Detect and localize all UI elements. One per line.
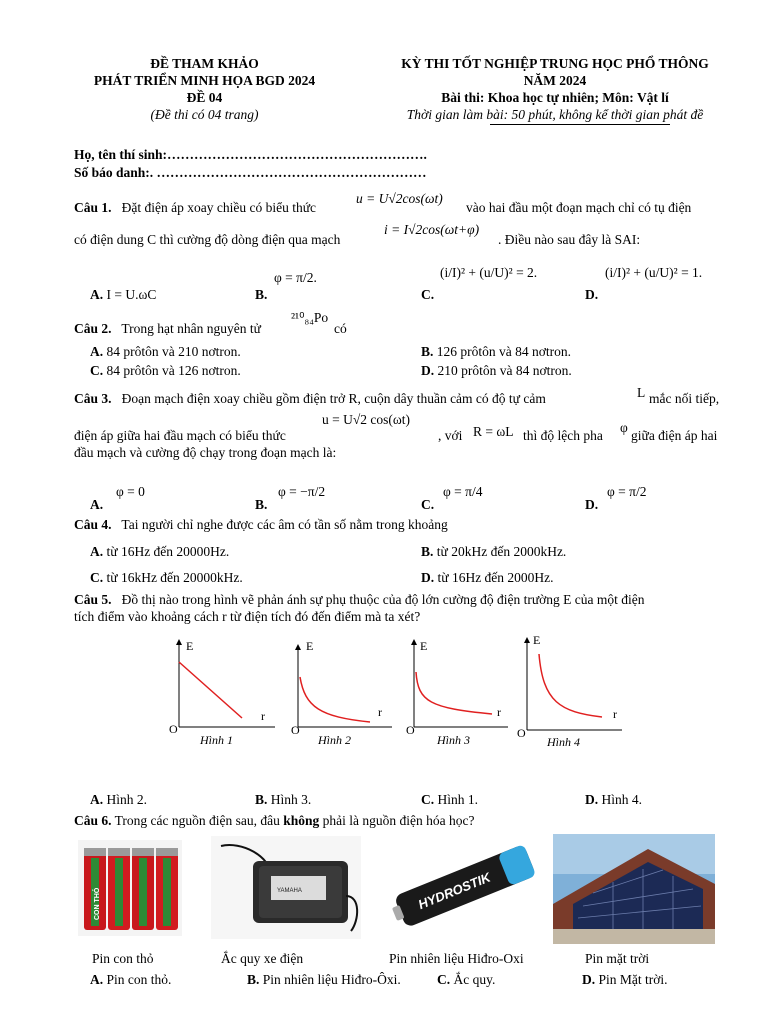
graph-4 (527, 640, 622, 730)
header-left (62, 55, 347, 123)
graph-3-axis-r: r (497, 705, 501, 719)
candidate-name: Họ, tên thí sinh:…………………………………………………. (74, 147, 427, 162)
q5-option-a[interactable]: Hình 2. (106, 792, 147, 807)
battery-brand-label: CON THỎ (94, 887, 101, 920)
q3-text-f: giữa điện áp hai (631, 428, 718, 443)
graph-3-origin: O (406, 723, 415, 737)
graph-1-curve (179, 662, 242, 718)
caption-battery: Pin con thỏ (92, 951, 154, 966)
q1-formula-u: u = U√2cos(ωt) (356, 191, 443, 206)
q1-option-a-label[interactable]: A. (90, 287, 104, 302)
graph-3-curve (416, 672, 492, 714)
graph-2-origin: O (291, 723, 300, 737)
q4-option-d-label[interactable]: D. (421, 570, 435, 585)
q4-option-d[interactable]: từ 16Hz đến 2000Hz. (437, 570, 554, 585)
q3-symbol-l: L (637, 385, 646, 400)
q6-label: Câu 6. (74, 813, 112, 828)
q2-label: Câu 2. (74, 321, 112, 336)
charger-brand-label: YAMAHA (277, 888, 302, 894)
q2-nuclide: ²¹⁰₈₄Po (291, 310, 329, 325)
q3-option-b-label[interactable]: B. (255, 497, 268, 512)
q6-option-a[interactable]: Pin con thỏ. (106, 972, 172, 987)
graph-4-axis-e: E (533, 633, 541, 647)
graph-4-origin: O (517, 726, 526, 740)
q2-text-end: có (334, 321, 347, 336)
q5-option-c[interactable]: Hình 1. (437, 792, 478, 807)
q1-option-b[interactable]: φ = π/2. (274, 270, 317, 285)
graph-3-caption: Hình 3 (437, 733, 470, 747)
q3-text-g: đầu mạch và cường độ chạy trong đoạn mạch là: (74, 445, 337, 460)
q3-option-c-label[interactable]: C. (421, 497, 435, 512)
q2-option-a-label[interactable]: A. (90, 344, 104, 359)
q5-option-b[interactable]: Hình 3. (270, 792, 312, 807)
q4-option-b[interactable]: từ 20kHz đến 2000kHz. (436, 544, 567, 559)
graph-1-axis-e: E (186, 639, 194, 653)
caption-solar: Pin mặt trời (585, 951, 650, 966)
q6-option-d[interactable]: Pin Mặt trời. (598, 972, 668, 987)
q6-text-a: Trong các nguồn điện sau, đâu (114, 813, 280, 828)
q6-text-bold: không (283, 813, 320, 828)
q5-line-1 (74, 592, 645, 608)
q3-option-c[interactable]: φ = π/4 (443, 484, 483, 499)
header-right-line-1: KỲ THI TỐT NGHIỆP TRUNG HỌC PHỔ THÔNG (401, 56, 709, 71)
q3-line-1 (74, 391, 546, 407)
q6-option-d-label[interactable]: D. (582, 972, 596, 987)
q6-text-b: phải là nguồn điện hóa học? (322, 813, 475, 828)
q5-text-a: Đồ thị nào trong hình vẽ phản ánh sự phụ thuộc của độ lớn cường độ điện trường E của một điện (121, 592, 645, 607)
q3-text-e: thì độ lệch pha (523, 428, 603, 443)
charger-photo (211, 836, 361, 939)
q1-text-b: vào hai đầu một đoạn mạch chỉ có tụ điện (466, 200, 692, 215)
graph-1-axis-r: r (261, 709, 265, 723)
q3-text-c: điện áp giữa hai đầu mạch có biểu thức (74, 428, 286, 443)
header-right-line-3: Bài thi: Khoa học tự nhiên; Môn: Vật lí (441, 90, 669, 105)
hydrogen-cell-photo (385, 838, 545, 933)
q3-text-a: Đoạn mạch điện xoay chiều gồm điện trở R, cuộn dây thuần cảm có độ tự cảm (121, 391, 546, 406)
q4-option-b-label[interactable]: B. (421, 544, 434, 559)
q3-option-d-label[interactable]: D. (585, 497, 599, 512)
q6-option-b[interactable]: Pin nhiên liệu Hiđro-Ôxi. (262, 972, 401, 987)
q2-option-a[interactable]: 84 prôtôn và 210 nơtron. (106, 344, 241, 359)
q1-option-d-label[interactable]: D. (585, 287, 599, 302)
graph-4-caption: Hình 4 (547, 735, 580, 749)
q5-option-b-label[interactable]: B. (255, 792, 268, 807)
q1-text-c: có điện dung C thì cường độ dòng điện qua mạch (74, 232, 341, 247)
header-left-line-4: (Đề thi có 04 trang) (150, 107, 259, 122)
q2-line (74, 321, 261, 337)
q1-option-c-label[interactable]: C. (421, 287, 435, 302)
graph-2-caption: Hình 2 (318, 733, 351, 747)
graph-2-curve (300, 677, 370, 722)
q4-option-c[interactable]: từ 16kHz đến 20000kHz. (106, 570, 243, 585)
q4-line (74, 517, 448, 533)
q1-formula-i: i = I√2cos(ωt+φ) (384, 222, 480, 237)
q1-label: Câu 1. (74, 200, 112, 215)
q2-option-c-label[interactable]: C. (90, 363, 104, 378)
q5-text-b: tích điểm vào khoảng cách r từ điện tích đó đến điểm mà ta xét? (74, 609, 421, 624)
q2-option-d-label[interactable]: D. (421, 363, 435, 378)
q2-option-d[interactable]: 210 prôtôn và 84 nơtron. (437, 363, 572, 378)
q1-option-c[interactable]: (i/I)² + (u/U)² = 2. (440, 265, 538, 280)
header-right (365, 55, 745, 123)
q5-option-d[interactable]: Hình 4. (601, 792, 642, 807)
q3-formula-u: u = U√2 cos(ωt) (322, 412, 411, 427)
caption-hydrogen: Pin nhiên liệu Hiđro-Oxi (389, 951, 524, 966)
q1-text-d: . Điều nào sau đây là SAI: (498, 232, 641, 247)
graph-2-axis-e: E (306, 639, 314, 653)
q5-option-a-label[interactable]: A. (90, 792, 104, 807)
header-right-line-4: Thời gian làm bài: 50 phút, không kể thời gian phát đề (406, 107, 704, 122)
q5-option-d-label[interactable]: D. (585, 792, 599, 807)
graph-2-axis-r: r (378, 705, 382, 719)
q5-option-c-label[interactable]: C. (421, 792, 435, 807)
graph-1-caption: Hình 1 (200, 733, 233, 747)
q1-text-a: Đặt điện áp xoay chiều có biểu thức (121, 200, 317, 215)
header-left-line-3: ĐỀ 04 (186, 90, 223, 105)
q3-option-b[interactable]: φ = −π/2 (278, 484, 326, 499)
caption-charger: Ắc quy xe điện (221, 951, 304, 966)
q6-option-c[interactable]: Ắc quy. (453, 972, 496, 987)
q1-line-1 (74, 200, 316, 216)
q4-option-a-label[interactable]: A. (90, 544, 104, 559)
q4-text: Tai người chỉ nghe được các âm có tần số nằm trong khoảng (121, 517, 448, 532)
candidate-number: Số báo danh:. …………………………………………………… (74, 165, 427, 180)
q5-label: Câu 5. (74, 592, 112, 607)
battery-photo (78, 840, 182, 936)
q2-option-b-label[interactable]: B. (421, 344, 434, 359)
q4-option-c-label[interactable]: C. (90, 570, 104, 585)
q3-label: Câu 3. (74, 391, 112, 406)
q3-text-b: mắc nối tiếp, (649, 391, 720, 406)
solar-panel-photo (553, 834, 715, 944)
header-right-line-2: NĂM 2024 (523, 73, 587, 88)
q3-text-d: , với (438, 428, 463, 443)
graph-3-axis-e: E (420, 639, 428, 653)
q1-option-b-label[interactable]: B. (255, 287, 268, 302)
q4-option-a[interactable]: từ 16Hz đến 20000Hz. (106, 544, 230, 559)
q3-option-d[interactable]: φ = π/2 (607, 484, 647, 499)
q3-option-a[interactable]: φ = 0 (116, 484, 145, 499)
q6-option-b-label[interactable]: B. (247, 972, 260, 987)
q6-option-c-label[interactable]: C. (437, 972, 451, 987)
q2-option-b[interactable]: 126 prôtôn và 84 nơtron. (436, 344, 572, 359)
q3-option-a-label[interactable]: A. (90, 497, 104, 512)
q1-option-a[interactable]: I = U.ωC (106, 287, 157, 302)
graph-1-origin: O (169, 722, 178, 736)
graph-3 (414, 642, 508, 727)
q3-symbol-phi: φ (620, 420, 628, 435)
graph-4-axis-r: r (613, 707, 617, 721)
q2-text: Trong hạt nhân nguyên tử (121, 321, 261, 336)
q6-option-a-label[interactable]: A. (90, 972, 104, 987)
cell-brand-label: HYDROSTIK (416, 869, 493, 913)
q3-condition: R = ωL (473, 424, 514, 439)
graph-4-curve (539, 654, 602, 717)
header-left-line-2: PHÁT TRIỂN MINH HỌA BGD 2024 (93, 73, 316, 88)
q6-line (74, 813, 475, 829)
q2-option-c[interactable]: 84 prôtôn và 126 nơtron. (106, 363, 241, 378)
q4-label: Câu 4. (74, 517, 112, 532)
header-divider (490, 124, 670, 125)
header-left-line-1: ĐỀ THAM KHẢO (150, 56, 259, 71)
q1-option-d[interactable]: (i/I)² + (u/U)² = 1. (605, 265, 703, 280)
